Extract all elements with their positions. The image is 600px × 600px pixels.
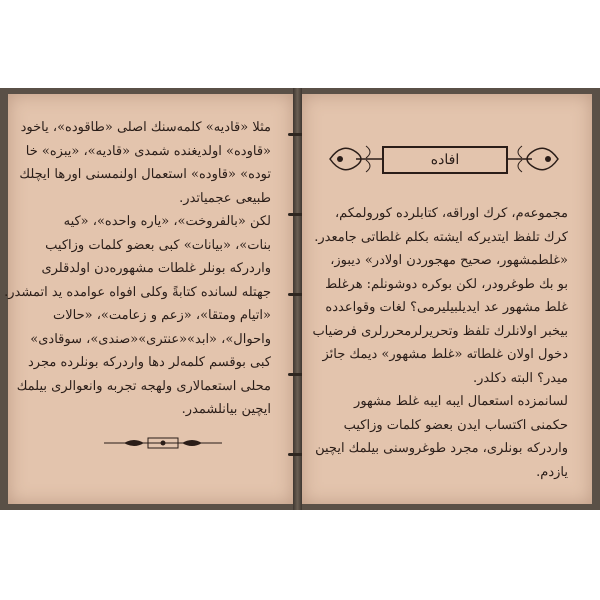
text-line: «غلطمشهور، صحیح مهجوردن اولادر» دیبوز، <box>330 253 568 268</box>
text-line: توده» «قاوده» استعمال اولنمسنی اورها ایچلك <box>19 167 271 182</box>
text-line: واردرکه بونلر غلطات مشهوره‌دن اولدقلری <box>41 261 271 276</box>
text-line: محلی استعمالاری ولهجه تجربه وانعوالری بیلمك <box>16 378 271 394</box>
right-page-text <box>312 202 568 484</box>
text-line: حکمنی اکتساب ایدن بعضو کلمات وزاکیب <box>343 417 568 433</box>
open-book <box>0 88 600 510</box>
ornament-divider <box>104 436 222 450</box>
text-line: لسانمزده استعمال ایبه ایبه غلط مشهور <box>354 394 568 409</box>
heading-frame <box>326 138 562 180</box>
left-page <box>4 94 293 504</box>
text-line: لکن «بالفروخت»، «یاره واحده»، «کیه <box>63 214 271 229</box>
text-line: بو بك طوغرودر، لکن بوکره دوشونلم: هرغلط <box>325 276 568 292</box>
text-line: مثلا «قادیه» کلمه‌سنك اصلی «طاقوده»، یاخود <box>20 120 271 135</box>
text-line: ایچین بیانلشمدر. <box>181 402 271 417</box>
text-line: دخول اولان غلطاته «غلط مشهور» دیمك جائز <box>322 347 568 362</box>
text-line: یازدم. <box>536 464 568 480</box>
text-line: میدر؟ البته دکلدر. <box>472 370 568 386</box>
text-line: «اتیام ومتقا»، «زعم و زعامت»، «حالات <box>52 308 271 323</box>
text-line: «قاوده» اولدیغنده شمدی «قادیه»، «یبزه» خا <box>25 143 271 159</box>
text-line: کرك تلفظ ایتدیرکه ایشته بکلم غلطاتی جامعدر. <box>314 229 568 245</box>
text-line: مجموعه‌م، کرك اوراقه، کتابلرده کورولمکم، <box>334 206 568 221</box>
text-line: طبیعی عجمیاتدر. <box>179 190 271 206</box>
left-page-text <box>4 116 271 422</box>
text-line: واحوال»، «ابد»«عنتری»«صندی»، سوقادی» <box>30 331 271 347</box>
text-line: بیخبر اولانلرك تلفظ وتحریرلرمحررلری فرضیاب <box>312 323 568 339</box>
text-line: کبی بوقسم کلمه‌لر دها واردرکه بونلرده مجرد <box>28 355 271 370</box>
text-line: غلط مشهور عد ایدیلبیلیرمی؟ لغات وقواعدده <box>325 300 568 315</box>
text-line: واردرکه بونلری، مجرد طوغروسنی بیلمك ایچین <box>315 441 568 456</box>
text-line: بنات»، «بیانات» کبی بعضو کلمات وزاکیب <box>45 237 271 253</box>
page-heading: افاده <box>382 146 508 174</box>
text-line: جهتله لسانده کتابةً وکلی افواه عوامده ید اتمشدر. <box>4 284 271 300</box>
book-gutter <box>293 88 302 510</box>
right-page <box>302 94 592 504</box>
